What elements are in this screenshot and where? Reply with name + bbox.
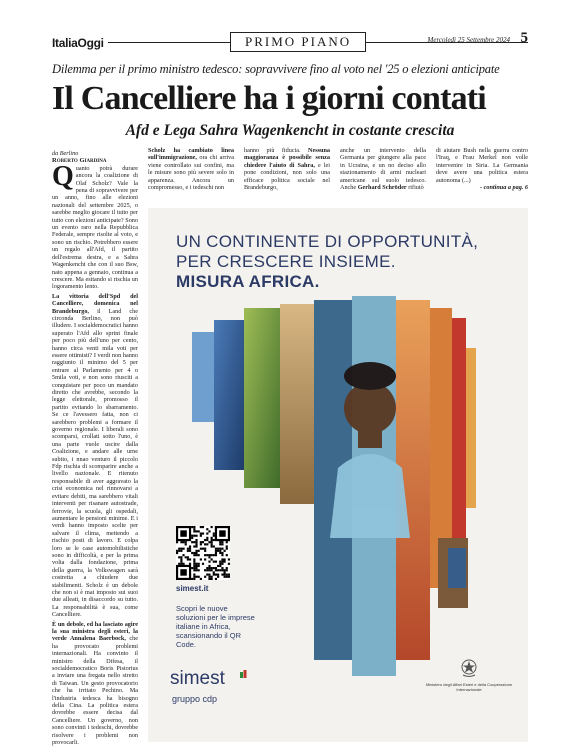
article-column-3 [244, 147, 330, 197]
col5-text: di aiutare Bush nella guerra contro l'Iraq, e Frau Merkel non volle intervenire in Siria. La Germania deve avere una politica estera autonoma (...) [436, 147, 528, 184]
article-kicker: Dilemma per il primo ministro tedesco: sopravvivere fino al voto nel '25 o elezioni anticipate [52, 62, 500, 76]
col4-text: anche un intervento della Germania per giungere alla pace in Ucraina, e un no deciso allo stazionamento di armi nucleari americane sul suolo tedesco. Anche [340, 147, 426, 192]
newspaper-logo: ItaliaOggi [52, 36, 104, 50]
republic-emblem-icon [460, 658, 478, 678]
ad-url[interactable]: simest.it [176, 584, 209, 593]
ministry-logo [424, 658, 514, 692]
col2-text: ora chi arriva viene controllato sui confini, ma le misure sono più severe solo in apparenza. Ancora un compromesso, e i tedeschi non [148, 154, 234, 192]
simest-logo: simest [170, 668, 225, 689]
dateline: da Berlino [52, 150, 79, 157]
col3-text: hanno più fiducia. [244, 147, 308, 154]
paragraph-3: che ha provocato problemi internazionali. Ha convinto il ministro della Difesa, il socialdemocratico Boris Pistorius a inviare una fregata nello stretto di Taiwan. Un gesto provocatorio che ha irritato Pechino. Ma l'industria tedesca ha bisogno della Cina. La politica estera dovrebbe essere decisa dal Cancelliere. Un governo, non sono convinti i tedeschi, dovrebbe risolvere i problemi non provocarli. [52, 635, 138, 747]
col3-lead: Nessuna maggioranza è possibile senza chiedere l'aiuto di Sahra, [244, 147, 330, 169]
col3-text-b: e lei pone condizioni, non solo una efficace politica sociale nel Brandeburgo, [244, 161, 330, 192]
article-headline: Il Cancelliere ha i giorni contati [52, 80, 486, 117]
page-number: 5 [520, 30, 528, 46]
ministry-name: Ministero degli Affari Esteri e della Cooperazione Internazionale [425, 682, 513, 692]
article-column-2 [148, 147, 234, 197]
ad-headline [176, 232, 478, 292]
cdp-group-label: gruppo cdp [172, 694, 218, 704]
col4-text-b: rifiutò [406, 184, 424, 192]
author-byline: Roberto Giardina [52, 157, 107, 165]
paragraph-1: uanto potrà durare ancora la coalizione di Olaf Scholz? Vale la pena di sopravvivere per un anno, fino alle elezioni nazionali del settembre 2025, o sarebbe meglio giocare il tutto per tutto con elezioni anticipate? Sono un evento raro nella Repubblica Federale, sempre risolte al voto, e sono un rischio. Potrebbero essere un regalo all'Afd, il partito dell'estrema destra, e a Sahra Wagenkencht che con il suo Bsw, nato appena a gennaio, continua a crescere. Ma esitando si rischia un logoramento lento. [52, 164, 138, 291]
article-column-4 [340, 147, 426, 197]
article-column-1 [52, 150, 138, 750]
continue-link[interactable]: - continua a pag. 6 [480, 184, 528, 192]
advertisement[interactable] [148, 208, 528, 742]
article-column-5 [436, 147, 528, 197]
article-subhead: Afd e Lega Sahra Wagenkencht in costante crescita [125, 122, 455, 139]
qr-code[interactable] [176, 526, 230, 580]
col2-lead: Scholz ha cambiato linea sull'immigrazione, [148, 147, 234, 162]
ad-headline-line-2: PER CRESCERE INSIEME. [176, 252, 396, 271]
paragraph-2: il Land che circonda Berlino, non può illudere. I socialdemocratici hanno superato l'Afd allo sprint finale per poco più dell'uno per cento, hanno circa venti mila voti per essere ottimisti? I verdi non hanno raggiunto il minimo del 5 per entrare al Parlamento per 4 o 5mila voti, e non sono riusciti a conquistare per poco un mandato diretto che avrebbe, secondo la legge elettorale, promosso il partito evitando lo sbarramento. Se ce l'avessero fatta, non ci sarebbero problemi a formare il governo regionale. I liberali sono scomparsi, crollati sotto l'uno, è una parte vuole uscire dalla Coalizione, e andare alle urne subito, i nnao venturo il piccolo Fdp rischia di scomparire anche a livello nazionale. E ritenuto responsabile di aver aggravato la crisi economica nel rinnovarsi a evitare debiti, ma sarebbero vitali interventi per risanare autostrade, ferrovie, la scuola, gli ospedali, aumentare le pensioni minime. E i verdi hanno imposto scelte per salvare il clima, mettendo a rischio posti di lavoro. E colpa loro se le case automobilistiche sono in difficoltà, e per la prima volta dalla fondazione, prima della guerra, la Volkswagen sarà costretta a chiudere due stabilimenti. Scholz è un debole che non si è mai imposto sui suoi due alleati, in disaccordo su tutto. La responsabilità è sua, come Cancelliere. [52, 307, 138, 619]
ad-headline-line-3: MISURA AFRICA. [176, 272, 320, 291]
page-header [52, 30, 528, 56]
drop-cap: Q [52, 160, 74, 192]
ad-headline-line-1: UN CONTINENTE DI OPPORTUNITÀ, [176, 232, 479, 251]
col4-name: Gerhard Schröder [357, 184, 407, 192]
ad-description: Scopri le nuove soluzioni per le imprese italiane in Africa, scansionando il QR Code. [176, 604, 255, 649]
section-label: PRIMO PIANO [230, 32, 366, 52]
paragraph-3-lead: È un debole, ed ha lasciato agire la sua ministra degli esteri, la verde Annalena Baerbock, [52, 620, 138, 643]
paragraph-2-lead: La vittoria dell'Spd del Cancelliere, domenica nel Brandeburgo, [52, 292, 138, 315]
issue-date: Mercoledì 25 Settembre 2024 [427, 36, 510, 44]
italian-flag-icon [240, 670, 250, 678]
